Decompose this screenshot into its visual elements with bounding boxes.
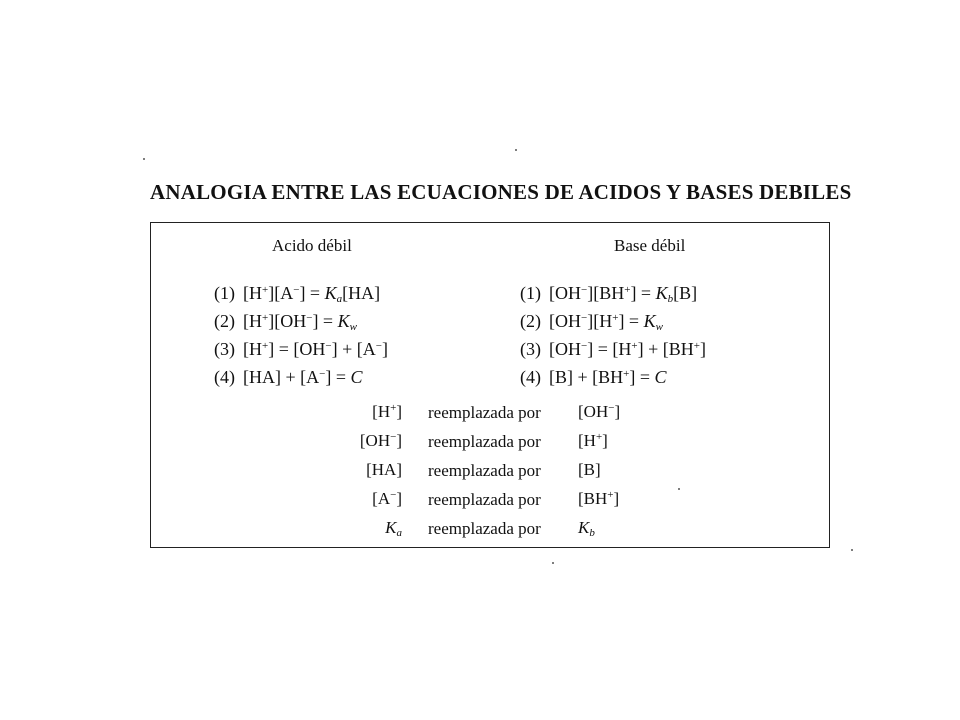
replacement-to-4: [BH+] [578, 489, 620, 508]
replacement-by-5: reemplazada por [428, 519, 541, 538]
acid-equation-4: (4) [HA] + [A−] = C [214, 367, 363, 387]
acid-equation-3: (3) [H+] = [OH−] + [A−] [214, 339, 388, 359]
replacement-to-5: $K_b$ [578, 518, 595, 539]
replacement-from-2: [OH−] [359, 431, 402, 450]
acid-equation-1: (1) $[H^+][A^-] = K_a[HA]$ [214, 283, 381, 305]
base-equation-2: (2) $[OH^-][H^+] = K_w$ [520, 311, 663, 333]
replacement-to-1: [OH−] [578, 402, 621, 421]
replacement-from-1: [H+] [372, 402, 402, 421]
acid-equation-2: (2) $[H^+][OH^-] = K_w$ [214, 311, 357, 333]
scan-speck [678, 488, 680, 490]
replacement-from-5: $K_a$ [385, 518, 402, 539]
scan-speck [851, 549, 853, 551]
replacement-to-3: [B] [578, 460, 601, 479]
page-title: ANALOGIA ENTRE LAS ECUACIONES DE ACIDOS Y BASES DEBILES [150, 180, 852, 204]
base-column-header: Base débil [614, 236, 686, 255]
replacement-by-3: reemplazada por [428, 461, 541, 480]
replacement-by-2: reemplazada por [428, 432, 541, 451]
scan-speck [552, 562, 554, 564]
base-equation-1: (1) $[OH^-][BH^+] = K_b[B]$ [520, 283, 698, 305]
scan-speck [143, 158, 145, 160]
scan-speck [515, 149, 517, 151]
base-equation-3: (3) [OH−] = [H+] + [BH+] [520, 339, 706, 359]
replacement-to-2: [H+] [578, 431, 608, 450]
replacement-from-3: [HA] [366, 460, 402, 479]
base-equation-4: (4) [B] + [BH+] = C [520, 367, 667, 387]
replacement-from-4: [A−] [372, 489, 402, 508]
acid-column-header: Acido débil [272, 236, 352, 255]
replacement-by-1: reemplazada por [428, 403, 541, 422]
replacement-by-4: reemplazada por [428, 490, 541, 509]
